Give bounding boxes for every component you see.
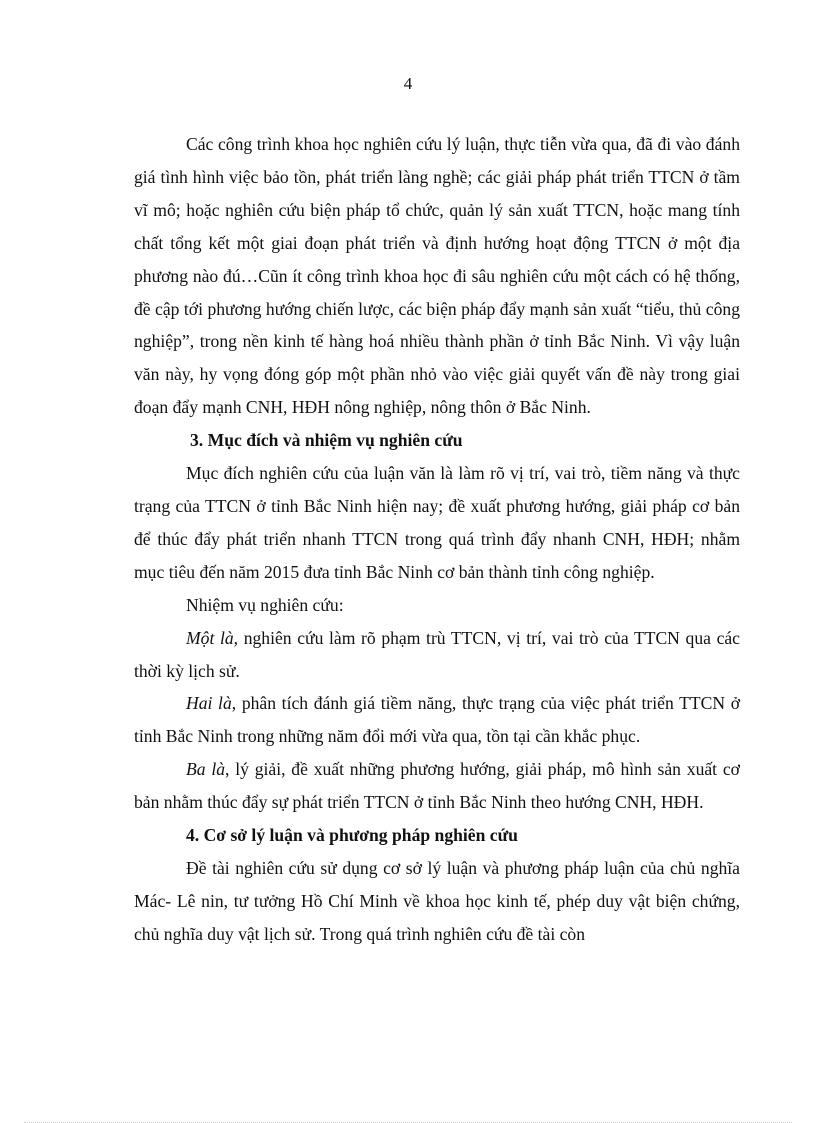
document-body — [134, 128, 740, 951]
task-item-1 — [134, 622, 740, 688]
task-text: , nghiên cứu làm rõ phạm trù TTCN, vị trí, vai trò của TTCN qua các thời kỳ lịch sử. — [134, 627, 740, 681]
task-text: , phân tích đánh giá tiềm năng, thực trạng của việc phát triển TTCN ở tỉnh Bắc Ninh trong những năm đổi mới vừa qua, tồn tại cần khắc phục. — [134, 693, 740, 747]
tasks-label: Nhiệm vụ nghiên cứu: — [186, 594, 344, 615]
page-number: 4 — [403, 74, 413, 93]
task-item-2 — [134, 687, 740, 753]
task-lead: Ba là — [186, 759, 226, 780]
intro-paragraph: Các công trình khoa học nghiên cứu lý luận, thực tiễn vừa qua, đã đi vào đánh giá tình hình việc bảo tồn, phát triển làng nghề; các giải pháp phát triển TTCN ở tầm vĩ mô; hoặc nghiên cứu biện pháp tổ chức, quản lý sản xuất TTCN, hoặc mang tính chất tổng kết một giai đoạn phát triển và định hướng hoạt động TTCN ở một địa phương nào đú…Cũn ít công trình khoa học đi sâu nghiên cứu một cách có hệ thống, đề cập tới phương hướng chiến lược, các biện pháp đẩy mạnh sản xuất “tiểu, thủ công nghiệp”, trong nền kinh tế hàng hoá nhiều thành phần ở tỉnh Bắc Ninh. Vì vậy luận văn này, hy vọng đóng góp một phần nhỏ vào việc giải quyết vấn đề này trong giai đoạn đẩy mạnh CNH, HĐH nông nghiệp, nông thôn ở Bắc Ninh. — [134, 134, 740, 418]
task-item-3 — [134, 753, 740, 819]
task-lead: Hai là — [186, 693, 232, 714]
purpose-paragraph: Mục đích nghiên cứu của luận văn là làm rõ vị trí, vai trò, tiềm năng và thực trạng của TTCN ở tỉnh Bắc Ninh hiện nay; đề xuất phương hướng, giải pháp cơ bản để thúc đẩy phát triển nhanh TTCN trong quá trình đẩy nhanh CNH, HĐH; nhằm mục tiêu đến năm 2015 đưa tỉnh Bắc Ninh cơ bản thành tỉnh công nghiệp. — [134, 463, 740, 582]
task-text: , lý giải, đề xuất những phương hướng, giải pháp, mô hình sản xuất cơ bản nhằm thúc đẩy sự phát triển TTCN ở tỉnh Bắc Ninh theo hướng CNH, HĐH. — [134, 759, 740, 813]
method-paragraph: Đề tài nghiên cứu sử dụng cơ sở lý luận và phương pháp luận của chủ nghĩa Mác- Lê nin, tư tưởng Hồ Chí Minh về khoa học kinh tế, phép duy vật biện chứng, chủ nghĩa duy vật lịch sử. Trong quá trình nghiên cứu đề tài còn — [134, 857, 740, 944]
section-heading-method: 4. Cơ sở lý luận và phương pháp nghiên cứu — [186, 825, 518, 846]
task-lead: Một là — [186, 627, 234, 648]
section-heading-purpose: 3. Mục đích và nhiệm vụ nghiên cứu — [190, 430, 463, 451]
